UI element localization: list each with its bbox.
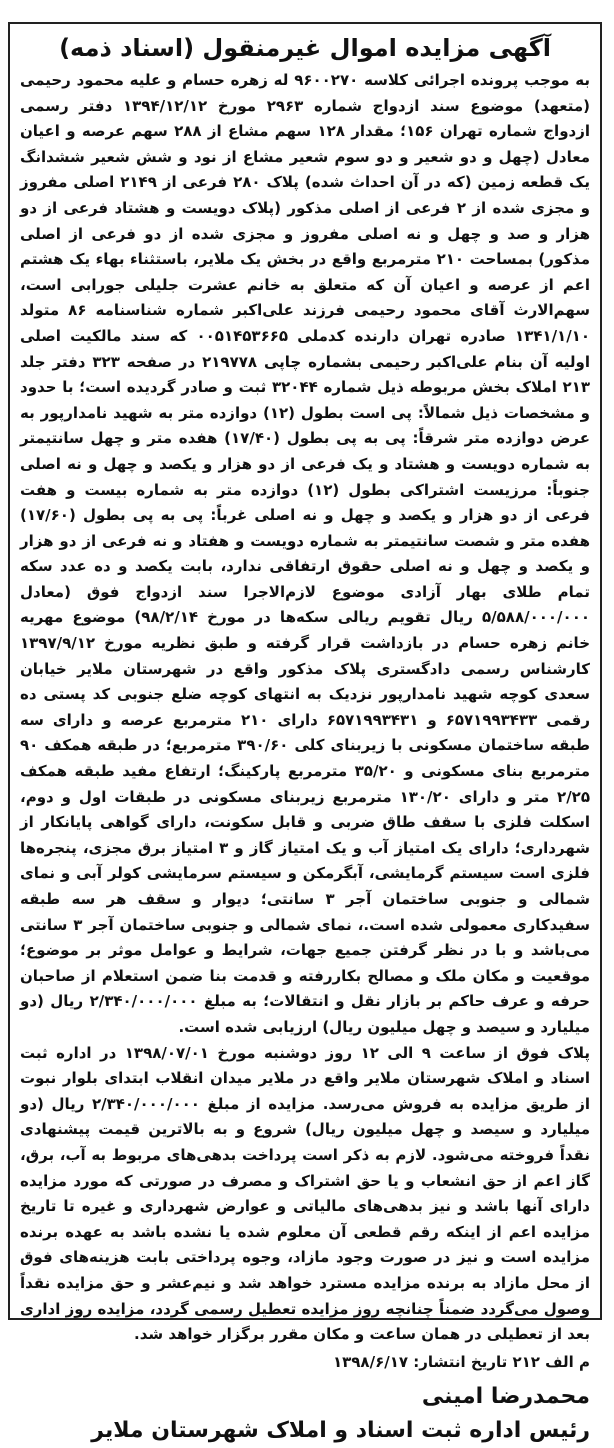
reference-line: م الف ۲۱۲ تاریخ انتشار: ۱۳۹۸/۶/۱۷ — [332, 1352, 590, 1371]
signer-name: محمدرضا امینی — [421, 1383, 590, 1409]
notice-body — [20, 68, 590, 1348]
notice-title: آگهی مزایده اموال غیرمنقول (اسناد ذمه) — [59, 34, 551, 62]
auction-notice — [8, 22, 602, 1443]
signer-title: رئیس اداره ثبت اسناد و املاک شهرستان ملایر — [91, 1417, 590, 1443]
notice-paragraph-auction: پلاک فوق از ساعت ۹ الی ۱۲ روز دوشنبه مورخ ۱۳۹۸/۰۷/۰۱ در اداره ثبت اسناد و املاک شهرستان ملایر واقع در ملایر میدان انقلاب ابتدای بلوار نبوت از طریق مزایده به فروش می‌رسد. مزایده از مبلغ ۲/۳۴۰/۰۰۰/۰۰۰ ریال (دو میلیارد و سیصد و چهل میلیون ریال) شروع و به بالاترین قیمت پیشنهادی نقداً فروخته می‌شود. لازم به ذکر است پرداخت بدهی‌های مربوط به آب، برق، گاز اعم از حق انشعاب و یا حق اشتراک و مصرف در صورتی که مورد مزایده دارای آنها باشد و نیز بدهی‌های مالیاتی و عوارض شهرداری و غیره تا تاریخ مزایده اعم از اینکه رقم قطعی آن معلوم شده یا نشده باشد به عهده برنده مزایده است و نیز در صورت وجود مازاد، وجوه پرداختی بابت هزینه‌های فوق از محل مازاد به برنده مزایده مسترد خواهد شد و نیم‌عشر و حق مزایده نقداً وصول می‌گردد ضمناً چنانچه روز مزایده تعطیل رسمی گردد، مزایده روز اداری بعد از تعطیلی در همان ساعت و مکان مقرر برگزار خواهد شد. — [20, 1043, 590, 1344]
notice-paragraph-property: به موجب پرونده اجرائی کلاسه ۹۶۰۰۲۷۰ له زهره حسام و علیه محمود رحیمی (متعهد) موضوع سند ازدواج شماره ۲۹۶۳ مورخ ۱۳۹۴/۱۲/۱۲ دفتر رسمی ازدواج شماره تهران ۱۵۶؛ مقدار ۱۲۸ سهم مشاع از ۲۸۸ سهم عرصه و اعیان معادل (چهل و دو شعیر و دو سوم شعیر مشاع از نود و شش شعیر ششدانگ یک قطعه زمین (که در آن احداث شده) پلاک ۲۸۰ فرعی از ۲۱۴۹ اصلی مفروز و مجزی شده از ۲ فرعی از اصلی مذکور (پلاک دویست و هشتاد فرعی از دو هزار و صد و چهل و نه اصلی مفروز و مجزی شده از دو فرعی از اصلی مذکور) بمساحت ۲۱۰ مترمربع واقع در بخش یک ملایر، باستثناء بهاء یک هشتم اعم از عرصه و اعیان آن که متعلق به خانم عشرت جلیلی جورابی است، سهم‌الارث آقای محمود رحیمی فرزند علی‌اکبر شماره شناسنامه ۸۶ متولد ۱۳۴۱/۱/۱۰ صادره تهران دارنده کدملی ۰۰۵۱۴۵۳۶۶۵ که سند مالکیت اصلی اولیه آن بنام علی‌اکبر رحیمی بشماره چاپی ۲۱۹۷۷۸ در صفحه ۳۲۳ دفتر جلد ۲۱۳ املاک بخش مربوطه ذیل شماره ۳۲۰۴۴ ثبت و صادر گردیده است؛ با حدود و مشخصات ذیل شمالاً: پی است بطول (۱۲) دوازده متر به شهید نامدارپور به عرض دوازده متر شرقاً: پی به پی بطول (۱۷/۴۰) هفده متر و چهل سانتیمتر به شماره دویست و هشتاد و یک فرعی از دو هزار و یکصد و چهل و نه اصلی جنوباً: مرزیست اشتراکی بطول (۱۲) دوازده متر به شماره بیست و هفت فرعی از دو هزار و یکصد و چهل و نه اصلی غرباً: پی به پی بطول (۱۷/۶۰) هفده متر و شصت سانتیمتر به شماره دویست و هفتاد و نه فرعی از دو هزار و یکصد و چهل و نه اصلی حقوق ارتفاقی ندارد، بابت یکصد و ده عدد سکه تمام طلای بهار آزادی موضوع لازم‌الاجرا سند ازدواج فوق (معادل ۵/۵۸۸/۰۰۰/۰۰۰ ریال تقویم ریالی سکه‌ها در مورخ ۹۸/۲/۱۴) موضوع مهریه خانم زهره حسام در بازداشت قرار گرفته و طبق نظریه مورخ ۱۳۹۷/۹/۱۲ کارشناس رسمی دادگستری پلاک مذکور واقع در شهرستان ملایر خیابان سعدی کوچه شهید نامدارپور نزدیک به انتهای کوچه ضلع جنوبی کد پستی ده رقمی ۶۵۷۱۹۹۳۴۳۳ و ۶۵۷۱۹۹۳۴۳۱ دارای ۲۱۰ مترمربع عرصه و دارای سه طبقه ساختمان مسکونی با زیربنای کلی ۳۹۰/۶۰ مترمربع؛ در طبقه همکف ۹۰ مترمربع بنای مسکونی و ۳۵/۲۰ مترمربع پارکینگ؛ ارتفاع مفید طبقه همکف ۲/۲۵ متر و دارای ۱۳۰/۲۰ مترمربع زیربنای مسکونی در طبقات اول و دوم، اسکلت فلزی با سقف طاق ضربی و قابل سکونت، دارای گواهی پایانکار از شهرداری؛ دارای یک امتیاز آب و یک امتیاز گاز و ۳ امتیاز برق مجزی، پنجره‌ها فلزی است سیستم گرمایشی، آبگرمکن و سیستم سرمایشی کولر آبی و نمای شمالی و جنوبی ساختمان آجر ۳ سانتی؛ دیوار و سقف هر سه طبقه سفیدکاری معمولی شده است.، نمای شمالی و جنوبی ساختمان آجر ۳ سانتی می‌باشد و با در نظر گرفتن جمیع جهات، شرایط و عوامل موثر بر موضوع؛ موقعیت و مکان ملک و مصالح بکاررفته و قدمت بنا ضمن استعلام از صاحبان حرفه و عرف حاکم بر بازار نقل و انتقالات؛ به مبلغ ۲/۳۴۰/۰۰۰/۰۰۰ ریال (دو میلیارد و سیصد و چهل میلیون ریال) ارزیابی شده است. — [20, 71, 591, 1036]
